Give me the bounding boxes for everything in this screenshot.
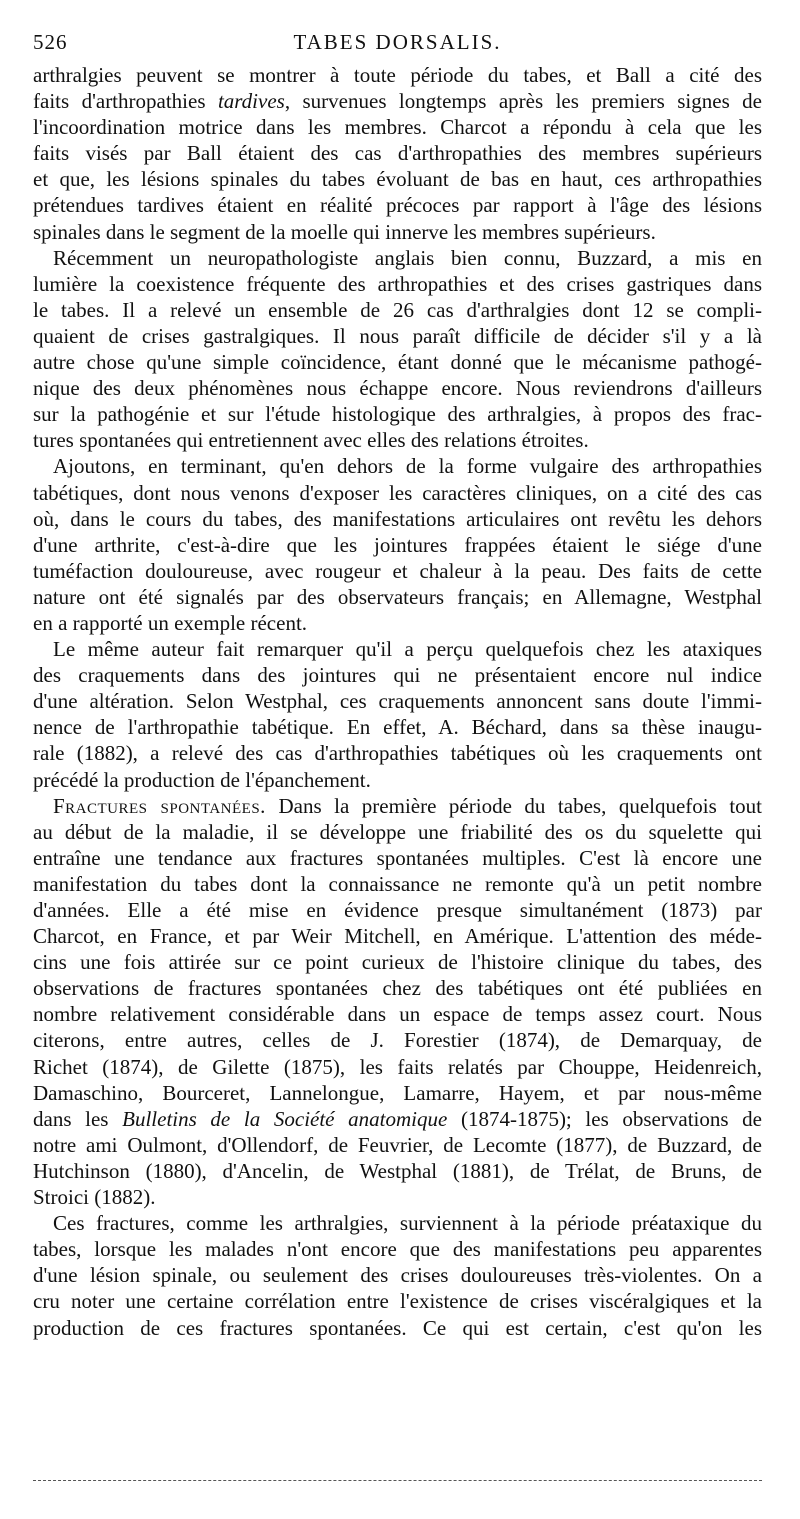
text-line: Charcot, en France, et par Weir Mitchell, en Amérique. L'attention des méde- — [33, 924, 762, 949]
text-line: arthralgies peuvent se montrer à toute période du tabes, et Ball a cité des — [33, 63, 762, 87]
text-line: Hutchinson (1880), d'Ancelin, de Westphal (1881), de Trélat, de Bruns, de — [33, 1158, 762, 1183]
text-line: cins une fois attirée sur ce point curieux de l'histoire clinique du tabes, des — [33, 950, 762, 975]
text-line: dans les Bulletins de la Société anatomique (1874-1875); les observations de — [33, 1106, 762, 1131]
text-line: Fractures spontanées. Dans la première période du tabes, quelquefois tout — [53, 793, 762, 818]
text-line: Stroici (1882). — [33, 1185, 156, 1210]
text-line: l'incoordination motrice dans les membres. Charcot a répondu à cela que les — [33, 115, 762, 140]
section-heading: Fractures spontanées. — [53, 793, 266, 818]
text-line: tabétiques, dont nous venons d'exposer les caractères cliniques, on a cité des cas — [33, 480, 762, 505]
text-line: tures spontanées qui entretiennent avec elles des relations étroites. — [33, 428, 589, 453]
text-line: où, dans le cours du tabes, des manifestations articulaires ont revêtu les dehors — [33, 506, 762, 531]
body-text — [33, 62, 762, 1341]
text-line: manifestation du tabes dont la connaissance ne remonte qu'à un petit nombre — [33, 871, 762, 896]
page-number: 526 — [33, 30, 68, 54]
text-line: au début de la maladie, il se développe une friabilité des os du squelette qui — [33, 819, 762, 844]
text-line: notre ami Oulmont, d'Ollendorf, de Feuvrier, de Lecomte (1877), de Buzzard, de — [33, 1132, 762, 1157]
text-line: d'une arthrite, c'est-à-dire que les jointures frappées étaient le siége d'une — [33, 532, 762, 557]
text-line: tuméfaction douloureuse, avec rougeur et chaleur à la peau. Des faits de cette — [33, 558, 762, 583]
text-line: sur la pathogénie et sur l'étude histologique des arthralgies, à propos des frac- — [33, 402, 762, 427]
text-line: des craquements dans des jointures qui ne présentaient encore nul indice — [33, 663, 762, 688]
text-line: faits d'arthropathies tardives, survenues longtemps après les premiers signes de — [33, 89, 762, 114]
text-line: faits visés par Ball étaient des cas d'arthropathies des membres supérieurs — [33, 141, 762, 166]
text-line: Ces fractures, comme les arthralgies, surviennent à la période préataxique du — [53, 1211, 762, 1236]
text-line: le tabes. Il a relevé un ensemble de 26 cas d'arthralgies dont 12 se compli- — [33, 297, 762, 322]
text-line: en a rapporté un exemple récent. — [33, 610, 308, 635]
text-line: cru noter une certaine corrélation entre l'existence de crises viscéralgiques et la — [33, 1289, 762, 1314]
text-line: nature ont été signalés par des observateurs français; en Allemagne, Westphal — [33, 584, 762, 609]
text-line: spinales dans le segment de la moelle qui innerve les membres supérieurs. — [33, 219, 656, 244]
text-line: Récemment un neuropathologiste anglais bien connu, Buzzard, a mis en — [53, 245, 762, 270]
text-line: précédé la production de l'épanchement. — [33, 767, 371, 792]
text-line: Richet (1874), de Gilette (1875), les faits relatés par Chouppe, Heidenreich, — [33, 1054, 762, 1079]
text-line: rale (1882), a relevé des cas d'arthropathies tabétiques où les craquements ont — [33, 741, 762, 766]
text-line: d'années. Elle a été mise en évidence presque simultanément (1873) par — [33, 898, 762, 922]
text-line: prétendues tardives étaient en réalité précoces par rapport à l'âge des lésions — [33, 193, 762, 218]
text-line: observations de fractures spontanées chez des tabétiques ont été publiées en — [33, 976, 762, 1001]
text-line: nique des deux phénomènes nous échappe encore. Nous reviendrons d'ailleurs — [33, 376, 762, 401]
text-line: autre chose qu'une simple coïncidence, étant donné que le mécanisme pathogé- — [33, 350, 762, 375]
text-line: nombre relativement considérable dans un espace de temps assez court. Nous — [33, 1002, 762, 1027]
running-title: TABES DORSALIS. — [293, 30, 502, 54]
text-line: production de ces fractures spontanées. Ce qui est certain, c'est qu'on les — [33, 1315, 762, 1340]
emphasis: tardives — [217, 89, 285, 114]
text-line: quaient de crises gastralgiques. Il nous paraît difficile de décider s'il y a là — [33, 323, 762, 348]
text-line: tabes, lorsque les malades n'ont encore que des manifestations peu apparentes — [33, 1237, 762, 1262]
text-line: Ajoutons, en terminant, qu'en dehors de la forme vulgaire des arthropathies — [53, 454, 762, 479]
footer-rule — [33, 1480, 762, 1481]
text-line: lumière la coexistence fréquente des arthropathies et des crises gastriques dans — [33, 271, 762, 296]
text-line: nence de l'arthropathie tabétique. En effet, A. Béchard, dans sa thèse inaugu- — [33, 715, 762, 740]
text-line: d'une altération. Selon Westphal, ces craquements annoncent sans doute l'immi- — [33, 689, 762, 714]
text-line: citerons, entre autres, celles de J. Forestier (1874), de Demarquay, de — [33, 1028, 762, 1053]
running-head — [33, 30, 762, 60]
journal-title: Bulletins de la Société anatomique — [122, 1106, 448, 1131]
text-line: d'une lésion spinale, ou seulement des crises douloureuses très-violentes. On a — [33, 1263, 762, 1288]
text-line: entraîne une tendance aux fractures spontanées multiples. C'est là encore une — [33, 845, 762, 870]
text-line: et que, les lésions spinales du tabes évoluant de bas en haut, ces arthropathies — [33, 167, 762, 192]
text-line: Damaschino, Bourceret, Lannelongue, Lamarre, Hayem, et par nous-même — [33, 1080, 762, 1105]
text-line: Le même auteur fait remarquer qu'il a perçu quelquefois chez les ataxiques — [53, 637, 762, 662]
